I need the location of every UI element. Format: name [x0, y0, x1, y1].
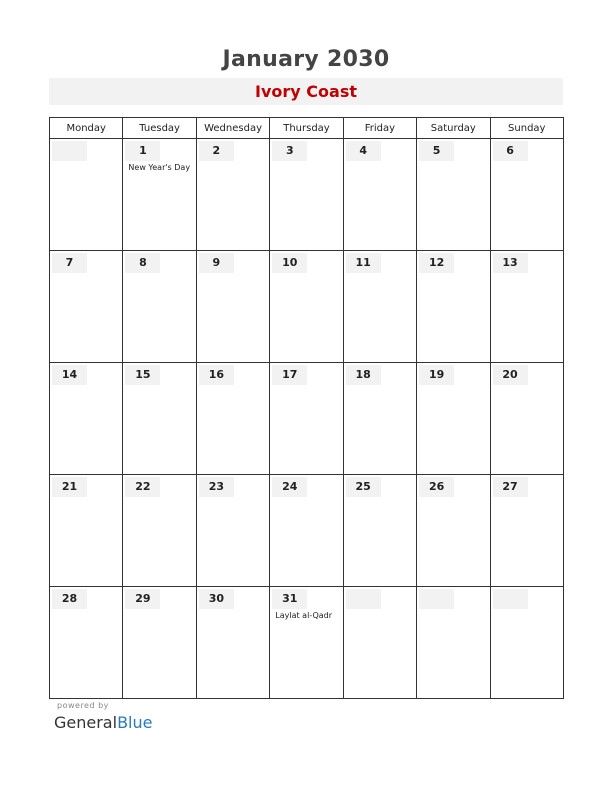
- day-cell: [417, 475, 490, 587]
- day-cell: [270, 587, 343, 699]
- day-cell: [417, 251, 490, 363]
- day-number: 7: [52, 253, 87, 273]
- day-cell: [196, 363, 269, 475]
- day-number: 1: [125, 141, 160, 161]
- day-number: 4: [346, 141, 381, 161]
- day-number: 10: [272, 253, 307, 273]
- brand-blue: Blue: [117, 713, 153, 732]
- day-cell: [343, 251, 416, 363]
- day-number: 9: [199, 253, 234, 273]
- day-cell: [196, 475, 269, 587]
- brand-general: General: [54, 713, 118, 732]
- day-number: 14: [52, 365, 87, 385]
- day-cell: [123, 363, 196, 475]
- calendar-grid: [49, 117, 564, 699]
- holiday-label: New Year's Day: [128, 163, 191, 172]
- day-cell: [343, 587, 416, 699]
- calendar-week-row: [50, 363, 564, 475]
- generalblue-logo[interactable]: [54, 713, 152, 732]
- day-number: 11: [346, 253, 381, 273]
- day-cell: [490, 475, 563, 587]
- day-number: 26: [419, 477, 454, 497]
- day-number: 21: [52, 477, 87, 497]
- day-cell: [343, 139, 416, 251]
- day-cell: [270, 139, 343, 251]
- weekday-header: Friday: [343, 118, 416, 139]
- calendar-week-row: [50, 251, 564, 363]
- day-number: 28: [52, 589, 87, 609]
- day-number: 15: [125, 365, 160, 385]
- day-number: 18: [346, 365, 381, 385]
- day-number: 23: [199, 477, 234, 497]
- day-number: 19: [419, 365, 454, 385]
- day-cell: [417, 363, 490, 475]
- calendar-week-row: [50, 139, 564, 251]
- weekday-header: Monday: [50, 118, 123, 139]
- page-title: January 2030: [222, 47, 390, 72]
- day-cell: [123, 475, 196, 587]
- calendar-week-row: [50, 587, 564, 699]
- day-cell: [270, 475, 343, 587]
- weekday-header: Thursday: [270, 118, 343, 139]
- day-number: 29: [125, 589, 160, 609]
- country-banner: [49, 78, 563, 105]
- day-cell: [196, 587, 269, 699]
- weekday-header-row: [50, 118, 564, 139]
- day-number: 24: [272, 477, 307, 497]
- powered-by-label: powered by: [57, 701, 109, 710]
- day-cell: [123, 139, 196, 251]
- day-cell: [123, 251, 196, 363]
- day-number: 3: [272, 141, 307, 161]
- holiday-label: Laylat al-Qadr: [275, 611, 333, 620]
- day-cell: [50, 139, 123, 251]
- day-number: 16: [199, 365, 234, 385]
- day-cell: [123, 587, 196, 699]
- day-number: 17: [272, 365, 307, 385]
- day-number: 13: [493, 253, 528, 273]
- day-number: 27: [493, 477, 528, 497]
- day-cell: [196, 139, 269, 251]
- day-cell: [270, 363, 343, 475]
- day-cell: [490, 139, 563, 251]
- weekday-header: Saturday: [417, 118, 490, 139]
- day-cell: [50, 587, 123, 699]
- day-cell: [343, 475, 416, 587]
- day-cell: [343, 363, 416, 475]
- day-cell: [50, 363, 123, 475]
- day-cell: [50, 475, 123, 587]
- weekday-header: Wednesday: [196, 118, 269, 139]
- day-number: 30: [199, 589, 234, 609]
- weekday-header: Tuesday: [123, 118, 196, 139]
- day-cell: [490, 587, 563, 699]
- day-number: 6: [493, 141, 528, 161]
- day-number: 5: [419, 141, 454, 161]
- country-name: Ivory Coast: [255, 82, 357, 101]
- day-number: 2: [199, 141, 234, 161]
- day-cell: [417, 587, 490, 699]
- day-cell: [196, 251, 269, 363]
- day-number: [419, 589, 454, 609]
- day-number: 22: [125, 477, 160, 497]
- day-cell: [417, 139, 490, 251]
- day-number: 31: [272, 589, 307, 609]
- day-cell: [490, 363, 563, 475]
- day-cell: [270, 251, 343, 363]
- calendar-week-row: [50, 475, 564, 587]
- day-cell: [490, 251, 563, 363]
- weekday-header: Sunday: [490, 118, 563, 139]
- day-number: 20: [493, 365, 528, 385]
- day-number: 25: [346, 477, 381, 497]
- day-number: [52, 141, 87, 161]
- day-number: 8: [125, 253, 160, 273]
- day-number: [493, 589, 528, 609]
- day-number: [346, 589, 381, 609]
- day-cell: [50, 251, 123, 363]
- day-number: 12: [419, 253, 454, 273]
